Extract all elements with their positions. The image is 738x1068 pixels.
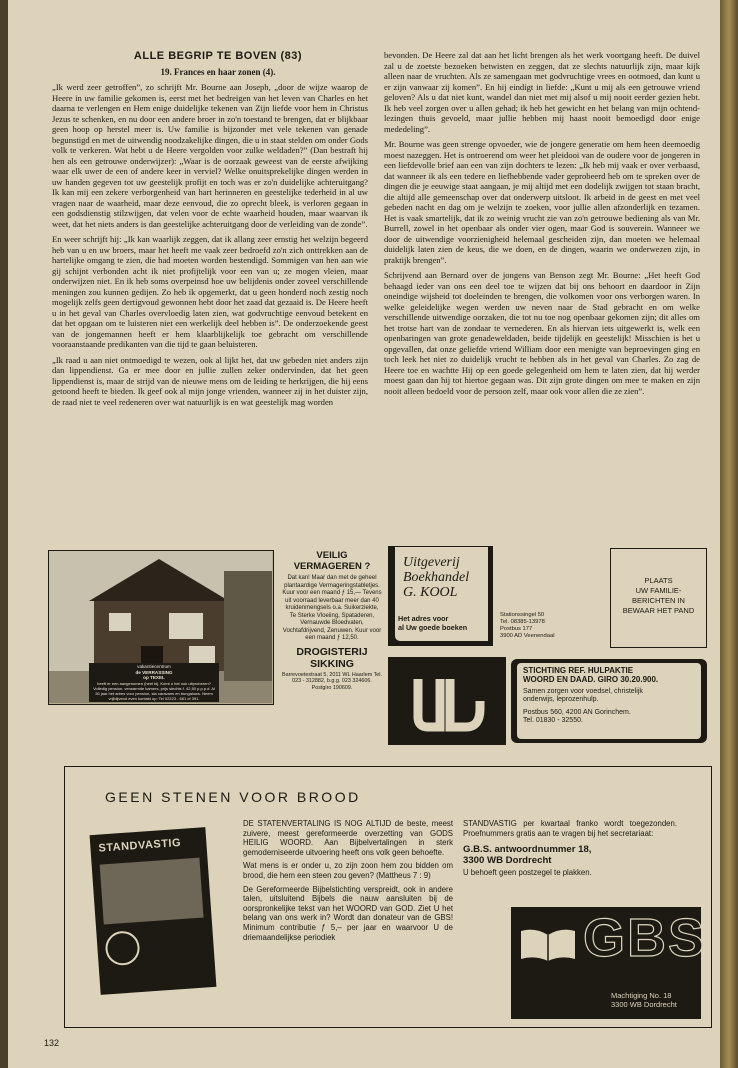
magazine-page [8,0,720,1068]
article-paragraph: En weer schrijft hij: „Ik kan waarlijk zeggen, dat ik allang zeer ernstig het welzijn begeerd heb van u en uw broers, maar het heeft me vaak zeer bedroefd zo'n zich onttrekken aan de hartelijke omgang te zien, die had moeten worden bestendigd. Sommigen van hen aan wie gij schijnt verbonden acht ik niet profijtelijk voor een van u; ze mogen vleien, maar onderwijzen niet. En ik heb soms overpeinsd hoe uw belijdenis onder zoveel verschillende meningen zou kunnen gedijen. Zo heb ik opgemerkt, dat u geen honderd noch zestig noch mogelijk zelfs geen dertigvoud gewonnen hebt door het zaad dat gezaaid is. De Heere heeft u in het geval van Charles overvloedig laten zien, wat godvruchtige eenvoud betekent en dat het opgaan om te luisteren niet een werkelijk deel hebben is”. De onderzoekende geest van de jongemannen heeft er hem klaarblijkelijk toe gebracht om verschillende vooraanstaande predikanten van die tijd te gaan beluisteren. [52,234,368,349]
ad-gbs-machtiging: Machtiging No. 18 3300 WB Dordrecht [611,991,677,1009]
ad-stichting [511,659,707,743]
book-spine [720,0,738,1068]
ad-gbs [64,766,712,1028]
ad-stichting-body: Samen zorgen voor voedsel, christelijk onderwijs, leprozenhulp. [523,688,643,703]
page-number: 132 [44,1038,60,1048]
ad-drogisterij [282,550,382,712]
ad-drogisterij-name: DROGISTERIJ SIKKING [296,645,368,670]
ad-wd-logo [388,657,506,745]
gbs-logo-text: GBS [583,908,707,968]
ad-gbs-left-text: DE STATENVERTALING IS NOG ALTIJD de beste, meest zuivere, meest gereformeerde overzetting van GODS HEILIG WOORD. Aan Bijbelvertalingen in sterk gemoderniseerde uitvoering heeft ons volk geen behoefte. Wat mens is er onder u, zo zijn zoon hem zou bidden om brood, die hem een steen zou geven? (Mattheus 7 : 9) De Gereformeerde Bijbelstichting verspreidt, ook in andere talen, uitsluitend Bijbels die nauw aansluiten bij de oorspronkelijke tekst van het WOORD van GOD. Ziet U het belang van ons werk in? Wordt dan donateur van de GBS! Minimum contributie ƒ 5,– per jaar en waarvoor U de driemaandelijkse periodiek [243,819,453,942]
ad-kool-book [388,546,493,646]
article-paragraph: „Ik raad u aan niet ontmoedigd te wezen, ook al lijkt het, dat uw gebeden niet anders zijn dan lippendienst. Ga er mee door en jullie zullen zeker ondervinden, dat het geen lippendienst is, maar de strijd van de nieuwe mens om de leiding te herkrijgen, die hij eens getoond heeft te bieden. Ik geef ook al mijn jonge vrienden, wanneer zij in het duister zijn, de raad niet te veel redeneren over wat natuurlijk is en wat geestelijk mag worden [52,354,368,407]
ad-vakantiecentrum [48,550,274,705]
ad-vakantiecentrum-caption: vakantiecentrum de VERRASSING op TEXEL heeft er een aangenomen (heel bij. Komt u het ook uitproberen? Volledig pension, verwarmde kamers, prijs slechts f. 42,50 p.p.p.d. Al 26 jaar het adres voor pension, sta caravans en bungalows. Neem vrijblijvend even kontakt op: Tel 02223 - 661 of 391. [89,663,219,702]
ad-kool-name: Uitgeverij Boekhandel G. KOOL [403,555,470,600]
ad-gbs-logo [511,907,707,1019]
ad-gbs-right-text: STANDVASTIG per kwartaal franko wordt toegezonden. Proefnummers gratis aan te vragen bij het secretariaat: G.B.S. antwoordnummer 18, 3300 WB Dordrecht U behoeft geen postzegel te plakken. [463,819,677,878]
article-paragraph: Schrijvend aan Bernard over de jongens van Benson zegt Mr. Bourne: „Het heeft God behaagd ieder van ons een deel toe te wijzen dat bij ons behoort en daardoor in Zijn oneindige wijsheid tot doeleinden te brengen, die volkomen voor ons verborgen waren. In welke geleidelijke wegen werden uw neven naar de Stad gebracht en om welke verschillende uitwendige oorzaken, die tot nu toe nog openbaar gekomen zijn; dit alles om het trotse hart van de zondaar te vernederen. En als hiervan iets uitgewerkt is, welk een openbaringen van grote genadeweldaden, beide tijdelijk en geestelijk! Misschien is het u opgevallen, dat onze geliefde vriend William door een menigte van beproevingen ging en toch leek het niet zo duidelijk vrucht te hebben als in het geval van Charles. Zo zag de Heere toe en wachtte Hij op een goede gelegenheid om hem te laten zien, dat hij werder moest gaan dan hij tot hiertoe gegaan was. Dit zijn grote dingen om mee te maken en zijn nooit alleen bedoeld voor de persoon zelf, maar ook voor allen die ze zien”. [384,270,700,396]
article-paragraph: bevonden. De Heere zal dat aan het licht brengen als het werk voortgang heeft. De duivel zal u de zoetste bezoeken betwisten en zeggen, dat ze slechts natuurlijk zijn, maar kijk alleen naar de vruchten. Als ze samengaan met godvruchtige vrees en ootmoed, dan kunt u er zijn vanwaar zij komen”. En hij eindigt in liefde: „Kunt u mij als een getrouwe vriend geloven? Als u dat niet kunt, wandel dan niet met mij alsof u mij nooit eerder gezien hebt. Ik heb veel zorgen over u allen gehad; ik heb het gewicht en het belang van mijn ochtend-lezingen thuis gevoeld, maar jullie hebben mij haast nooit bemoedigd door enige mededeling”. [384,50,700,134]
ad-gbs-headline: GEEN STENEN VOOR BROOD [105,789,361,805]
ad-familieberichten: PLAATS UW FAMILIE- BERICHTEN IN BEWAAR HET PAND [610,548,707,648]
ad-drogisterij-body: Dat kan! Maar dan met de geheel plantaardige Vermageringstabletjes. Kuur voor een maand ƒ 15,— Tevens uit voorraad leverbaar meer dan 40 kruidenmengsels o.a. Suikerziekte, Te Sterke Vloeiing, Spataderen, Vernauwde Bloedvaten, Vochtafdrijvend, Zenuwen. Kuur voor een maand ƒ 12,50. [282,575,382,641]
open-bible-icon [517,925,579,965]
article-right-column [384,50,700,401]
ad-kool-slogan: Het adres voor al Uw goede boeken [398,614,468,632]
article-paragraph: „Ik werd zeer getroffen”, zo schrijft Mr. Bourne aan Joseph, „door de wijze waarop de Heere in uw familie gekomen is, eerst met het bedreigen van het leven van Charles en het daarna te verlengen en Hem enige duidelijke tekenen van Zijn liefde voor hem in Christus Jezus te schenken, en nu door een andere broer in zo'n toestand te brengen, dat er blijkbaar geen hoop op herstel meer is. Uw familie is bijzonder met vele tekenen van genade begunstigd en met de uitwendig noodzakelijke dingen, die u in staat stelden om onder Gods volk te verkeren. Wat hebt u de Heere vergolden voor zulke weldaden?” (Dan bestraft hij hen als een getrouwe onderwijzer): „Waar is de oorzaak geweest van de eerste afwijking waar elk uwer de een of andere keer in verviel? Welke onuitsprekelijke dingen werden in uw handen gegeven tot uw geestelijk profijt en toch was er zo'n duidelijke achteruitgang? Ik kan mij een zekere verborgenheid van hart herinneren en geestelijke tederheid in al uw vragen naar de waarheid, maar deze eenvoud, die zo oprecht bleek, is verloren gegaan in een godsdienstig stilzwijgen, dat velen voor de echte waarheid houden, maar waarvan ik weet, dat het niets anders is dan geestelijke achteruitgang door de verleiding van de zonde”. [52,82,368,229]
article-title: ALLE BEGRIP TE BOVEN (83) [133,50,303,62]
standvastig-magazine-cover: STANDVASTIG [90,827,217,995]
ad-drogisterij-headline: VEILIG VERMAGEREN ? [293,550,371,572]
article-subtitle: 19. Frances en haar zonen (4). [160,67,276,77]
ad-drogisterij-address: Barrevoetestraat 5, 2011 WL Haarlem Tel. 023 - 312882, b.g.g. 023 324606. Postgiro 190609. [282,671,382,691]
article-left-column [52,82,368,412]
wd-logo-icon [388,657,506,745]
ad-stichting-address: Postbus 560, 4200 AN Gorinchem. Tel. 01830 - 32550. [523,709,631,724]
article-paragraph: Mr. Bourne was geen strenge opvoeder, wie de jongere generatie om hem heen deemoedig moest nazeggen. Het is ontroerend om weer het pleidooi van de oudere voor de jongeren in een liefdevolle brief aan een van zijn dochters te lezen: „Ik heb mij vaak er over verbaasd, dat wanneer ik als een tedere en liefhebbende vader geprobeerd heb om te spreken over de dingen die je eeuwige staat aangaan, je mij altijd met een dodelijk zwijgen tot staan bracht, die altijd alle gemeenschap over dat onderwerp uitsloot. Ik arbeid in de geest en met veel gebeden nacht en dag om je welzijn te zoeken, voor jullie allen afzonderlijk en tezamen. Het is vaak smartelijk, dat ik zo weinig vrucht zie van zo'n getrouwe bediening als van Mr. Burrell, zowel in het openbaar als onder vier ogen, maar God is souverein. Wanneer we door de uitwendige voorzienigheid helemaal gescheiden zijn, dan moeten we helemaal duidelijk laten zien de keus, die we doen, en de dingen, waarin we onderwezen zijn, in praktijk brengen”. [384,139,700,265]
ad-kool-address: Stationssingel 50 Tel. 08385-13978 Postbus 177 3900 AD Veenendaal [500,612,555,639]
ad-gbs-address: G.B.S. antwoordnummer 18, 3300 WB Dordrecht [463,844,592,867]
ad-stichting-title: STICHTING REF. HULPAKTIE WOORD EN DAAD. GIRO 30.20.900. [523,666,659,684]
